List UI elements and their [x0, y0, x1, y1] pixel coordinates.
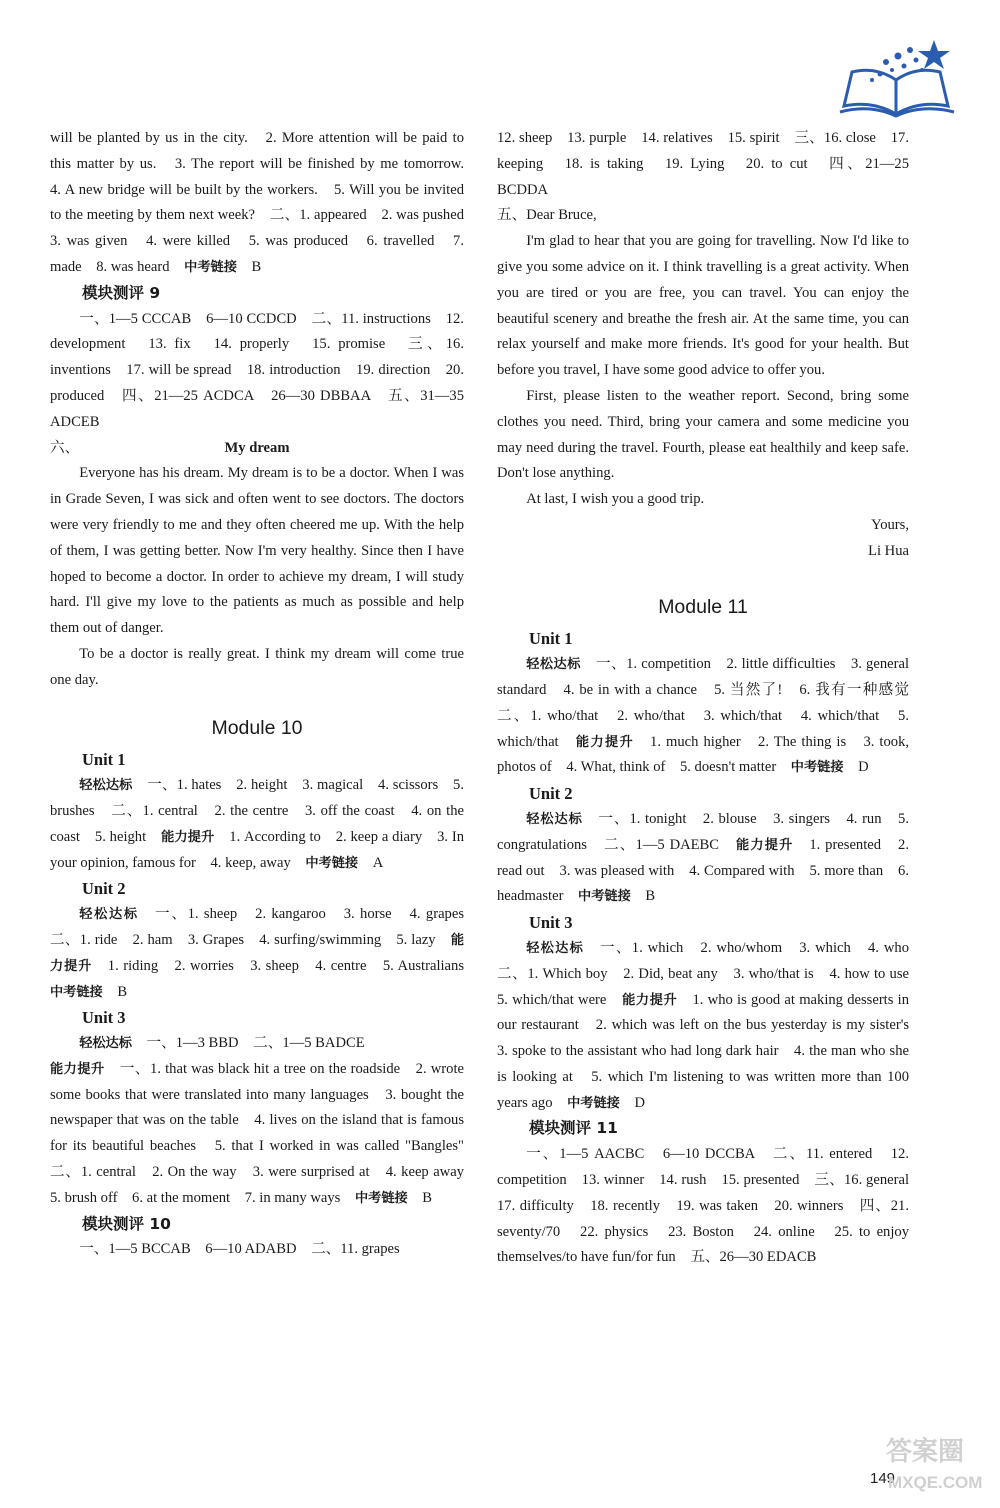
test9-title: 模块测评 9 — [82, 283, 161, 302]
letter-paragraph: First, please listen to the weather report. Second, bring some clothes you need. Third, bring your camera and some medicine you may need during the travel. Fourth, please eat healthily and keep safe. Don't lose anything. — [497, 387, 909, 482]
letter-closing: Yours, — [871, 516, 909, 533]
unit-answers: 轻松达标 一、1. tonight 2. blouse 3. singers 4. run 5. congratulations 二、1—5 DAEBC 能力提升 1. presented 2. read out 3. was pleased with 4. Compared with 5. more than 6. headmaster 中考链接 B — [497, 810, 909, 905]
letter-paragraph: I'm glad to hear that you are going for travelling. Now I'd like to give you some advice on it. I think travelling is a great activity. When you are tired or you are free, you can travel. You can enjoy the beautiful scenery and breathe the fresh air. At the same time, you can relax yourself and make more friends. It's good for your health. But before you travel, I have some good advice to offer you. — [497, 233, 909, 379]
module-10-heading: Module 10 — [211, 716, 303, 739]
unit-heading: Unit 2 — [529, 784, 573, 804]
right-column — [497, 126, 924, 1271]
page-number: 149 — [870, 1470, 896, 1487]
passive-answers: will be planted by us in the city. 2. More attention will be paid to this matter by us. 3. The report will be finished by me tomorrow. 4. A new bridge will be built by the workers. 5. Will you be invited to the meeting by them next week? 二、1. appeared 2. was pushed 3. was given 4. were killed 5. was produced 6. travelled 7. made 8. was heard 中考链接 B — [50, 130, 479, 275]
book-stars-logo — [836, 36, 958, 118]
unit-answers: 轻松达标 一、1. sheep 2. kangaroo 3. horse 4. grapes 二、1. ride 2. ham 3. Grapes 4. surfing/swimming 5. lazy 能力提升 1. riding 2. worries 3. sheep 4. centre 5. Australians 中考链接 B — [50, 906, 479, 1000]
svg-text:MXQE.COM: MXQE.COM — [888, 1473, 983, 1492]
test10-continued: 12. sheep 13. purple 14. relatives 15. spirit 三、16. close 17. keeping 18. is taking 19. Lying 20. to cut 四、21—25 BCDDA — [497, 130, 909, 198]
watermark-logo — [880, 1418, 990, 1498]
left-column — [50, 126, 479, 1263]
unit-answers: 轻松达标 一、1. competition 2. little difficulties 3. general standard 4. be in with a chance 5. 当然了! 6. 我有一种感觉 二、1. who/that 2. who/that 3. which/that 4. which/that 5. which/that 能力提升 1. much higher 2. The thing is 3. took, photos of 4. What, think of 5. doesn't matter 中考链接 D — [497, 656, 924, 776]
test10-title: 模块测评 10 — [82, 1214, 171, 1233]
test9-body: 一、1—5 CCCAB 6—10 CCDCD 二、11. instructions 12. development 13. fix 14. properly 15. promise 三、16. inventions 17. will be spread 18. introduction 19. direction 20. produced 四、21—25 ACDCA 26—30 DBBAA 五、31—35 ADCEB — [50, 310, 464, 430]
test10-body: 一、1—5 BCCAB 6—10 ADABD 二、11. grapes — [79, 1241, 400, 1258]
unit-heading: Unit 1 — [529, 629, 573, 649]
test11-body: 一、1—5 AACBC 6—10 DCCBA 二、11. entered 12. competition 13. winner 14. rush 15. presented 三、16. general 17. difficulty 18. recently 19. was taken 20. winners 四、21. seventy/70 22. physics 23. Boston 24. online 25. to enjoy themselves/to have fun/for fun 五、26—30 EDACB — [497, 1146, 924, 1266]
unit-heading: Unit 3 — [82, 1008, 126, 1028]
unit-heading: Unit 1 — [82, 750, 126, 770]
unit-answers: 轻松达标 一、1. which 2. who/whom 3. which 4. who 二、1. Which boy 2. Did, beat any 3. who/that is 4. how to use 5. which/that were 能力提升 1. who is good at making desserts in our restaurant 2. which was left on the bus yesterday is my sister's 3. spoke to the assistant who had long dark hair 4. the man who she is looking at 5. which I'm listening to was written more than 100 years ago 中考链接 D — [497, 939, 924, 1111]
letter-paragraph: At last, I wish you a good trip. — [526, 491, 705, 508]
svg-text:答案圈: 答案圈 — [886, 1437, 965, 1467]
essay-paragraph: To be a doctor is really great. I think my dream will come true one day. — [50, 645, 464, 688]
essay-title: My dream — [224, 439, 290, 456]
exam-link-label: 中考链接 — [184, 259, 237, 275]
unit-answers: 轻松达标 一、1. hates 2. height 3. magical 4. scissors 5. brushes 二、1. central 2. the centre 3. off the coast 4. on the coast 5. height 能力提升 1. According to 2. keep a diary 3. In your opinion, famous for 4. keep, away 中考链接 A — [50, 777, 465, 871]
module-11-heading: Module 11 — [658, 595, 748, 618]
test11-title: 模块测评 11 — [529, 1119, 618, 1138]
essay-paragraph: Everyone has his dream. My dream is to be a doctor. When I was in Grade Seven, I was sick and often went to see doctors. The doctors were very friendly to me and they often cheered me up. With the help of them, I was getting better. Now I'm very healthy. Since then I have hoped to become a doctor. In order to achieve my dream, I will study hard. I'll give my love to the patients as much as possible and help them out of danger. — [50, 465, 464, 637]
essay-number: 六、 — [50, 439, 80, 456]
unit-answers: 轻松达标 一、1—3 BBD 二、1—5 BADCE 能力提升 一、1. that was black hit a tree on the roadside 2. wrote some books that were translated into many languages 3. bought the newspaper that was on the table 4. lives on the island that is famous for its beautiful beaches 5. that I worked in was called "Bangles" 二、1. central 2. On the way 3. were surprised at 4. keep away 5. brush off 6. at the moment 7. in many ways 中考链接 B — [50, 1035, 479, 1206]
unit-heading: Unit 2 — [82, 879, 126, 899]
letter-greeting: 五、Dear Bruce, — [497, 207, 597, 224]
unit-heading: Unit 3 — [529, 913, 573, 933]
letter-signature: Li Hua — [868, 542, 909, 559]
